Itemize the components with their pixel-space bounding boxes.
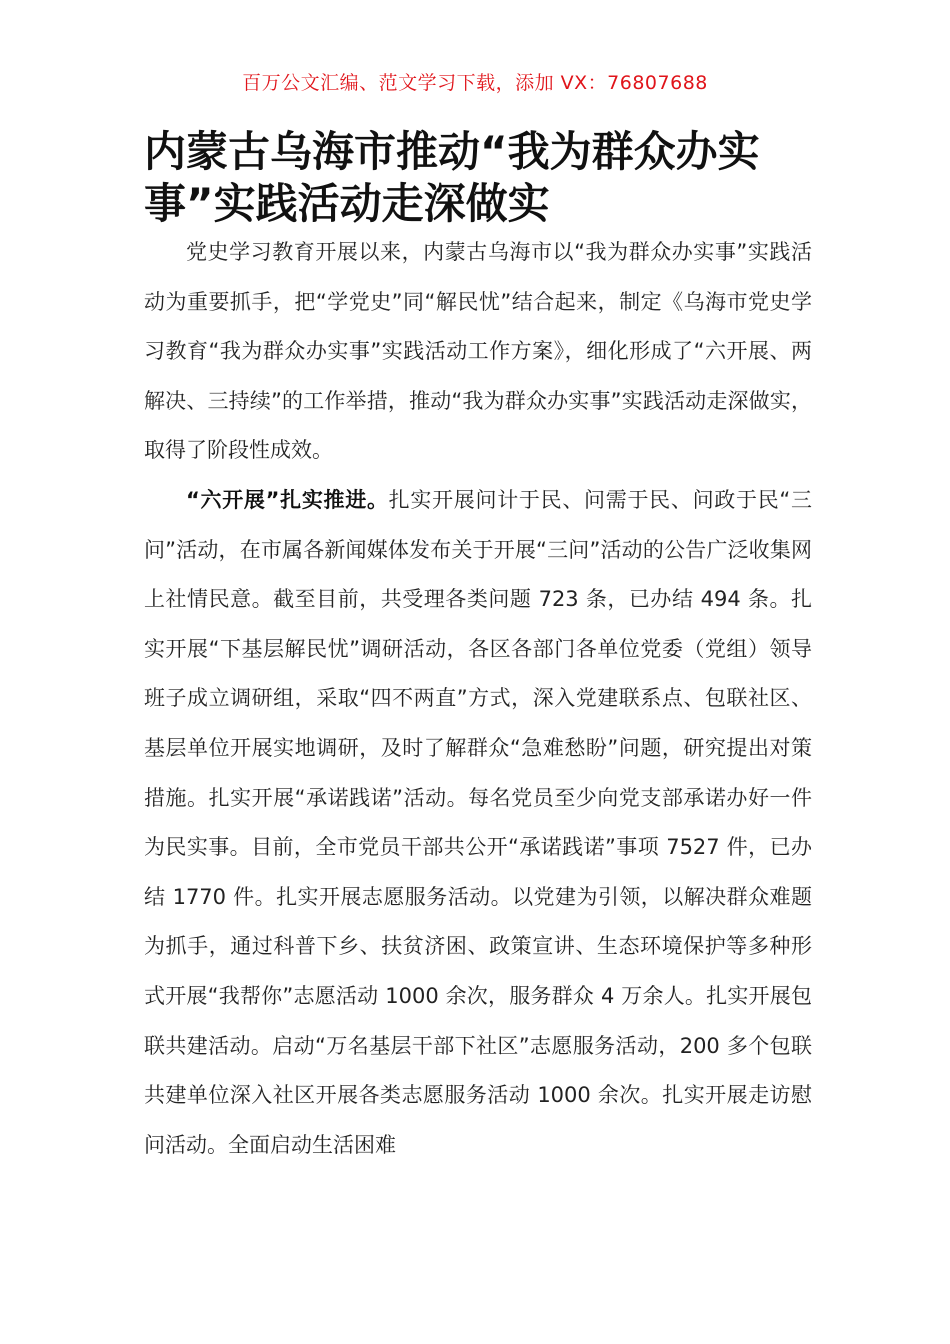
paragraph-intro-text: 党史学习教育开展以来，内蒙古乌海市以“我为群众办实事”实践活动为重要抓手，把“学党史”同“解民忧”结合起来，制定《乌海市党史学习教育“我为群众办实事”实践活动工作方案》，细化形成了“六开展、两解决、三持续”的工作举措，推动“我为群众办实事”实践活动走深做实，取得了阶段性成效。 [144, 240, 812, 463]
document-body [144, 228, 812, 1170]
paragraph-lead-heading: “六开展”扎实推进。 [186, 487, 389, 512]
paragraph-six-initiatives [144, 476, 812, 1170]
document-title: 内蒙古乌海市推动“我为群众办实事”实践活动走深做实 [144, 127, 760, 228]
paragraph-intro [144, 228, 812, 476]
header-watermark-note: 百万公文汇编、范文学习下载，添加 VX：76807688 [242, 72, 708, 94]
paragraph-six-initiatives-text: 扎实开展问计于民、问需于民、问政于民“三问”活动，在市属各新闻媒体发布关于开展“三问”活动的公告广泛收集网上社情民意。截至目前，共受理各类问题 723 条，已办结 494 条。扎实开展“下基层解民忧”调研活动，各区各部门各单位党委（党组）领导班子成立调研组，采取“四不两直”方式，深入党建联系点、包联社区、基层单位开展实地调研，及时了解群众“急难愁盼”问题，研究提出对策措施。扎实开展“承诺践诺”活动。每名党员至少向党支部承诺办好一件为民实事。目前，全市党员干部共公开“承诺践诺”事项 7527 件，已办结 1770 件。扎实开展志愿服务活动。以党建为引领，以解决群众难题为抓手，通过科普下乡、扶贫济困、政策宣讲、生态环境保护等多种形式开展“我帮你”志愿活动 1000 余次，服务群众 4 万余人。扎实开展包联共建活动。启动“万名基层干部下社区”志愿服务活动，200 多个包联共建单位深入社区开展各类志愿服务活动 1000 余次。扎实开展走访慰问活动。全面启动生活困难 [144, 487, 812, 1157]
